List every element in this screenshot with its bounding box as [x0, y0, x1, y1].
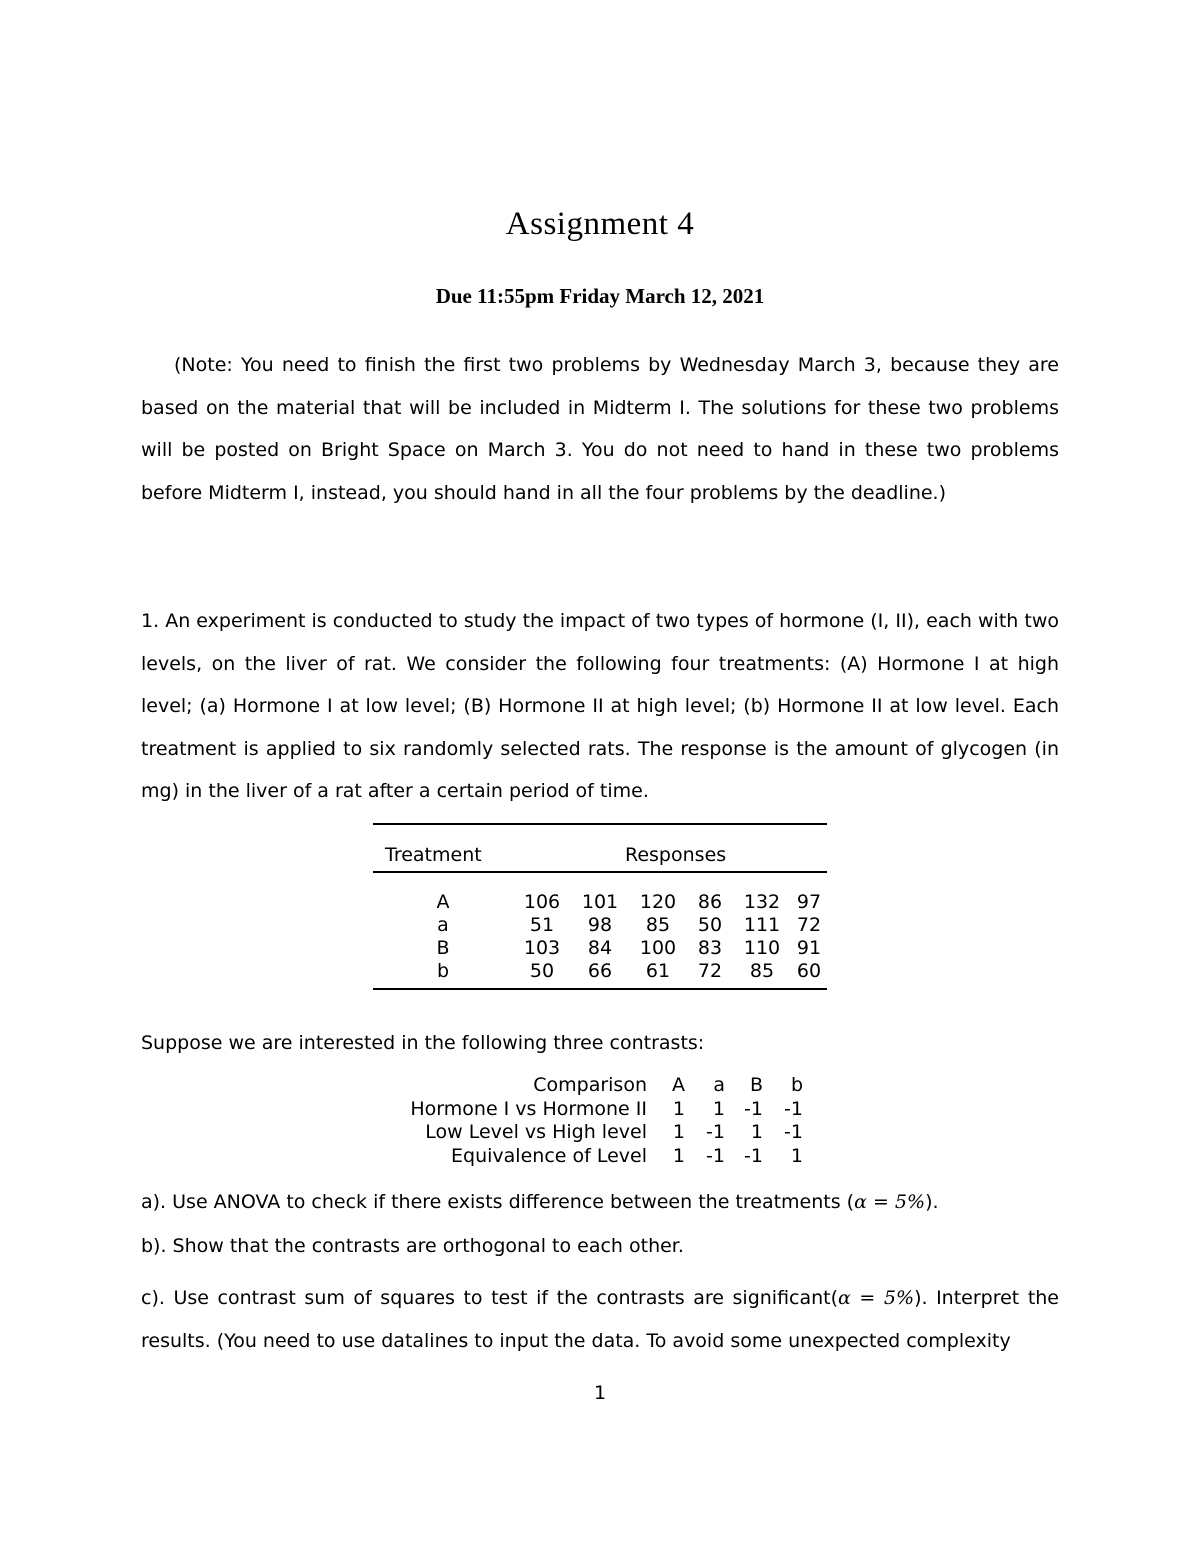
response-cell: 98	[587, 914, 613, 936]
question-c-rest: ). Interpret the results. (You need to use datalines to input the data. To avoid some unexpected complexity	[141, 1287, 1059, 1352]
table-row	[373, 891, 827, 914]
contrast-coef: 1	[672, 1121, 685, 1143]
table-row	[373, 960, 827, 983]
treatment-cell: b	[436, 960, 450, 982]
question-a	[141, 1191, 1059, 1213]
response-cell: 86	[697, 891, 723, 913]
problem-1-text: 1. An experiment is conducted to study the impact of two types of hormone (I, II), each with two levels, on the liver of rat. We consider the following four treatments: (A) Hormone I at high level; (a) Hormone I at low level; (B) Hormone II at high level; (b) Hormone II at low level. Each treatment is applied to six randomly selected rats. The response is the amount of glycogen (in mg) in the liver of a rat after a certain period of time.	[141, 610, 1059, 802]
table-row	[373, 937, 827, 960]
question-c-alpha: α = 5%	[838, 1287, 915, 1309]
contrast-header-comparison: Comparison	[533, 1074, 647, 1096]
contrast-coef: 1	[750, 1121, 763, 1143]
response-cell: 85	[645, 914, 671, 936]
table-row	[373, 914, 827, 937]
contrast-header-cell: b	[790, 1074, 803, 1096]
response-cell: 61	[645, 960, 671, 982]
question-b: b). Show that the contrasts are orthogonal to each other.	[141, 1235, 684, 1257]
page-number: 1	[593, 1382, 607, 1404]
response-cell: 85	[749, 960, 775, 982]
contrast-coef: 1	[712, 1097, 725, 1120]
contrast-name: Low Level vs High level	[425, 1121, 647, 1143]
treatment-cell: A	[436, 891, 450, 913]
table-bottom-rule	[373, 988, 827, 990]
response-cell: 106	[523, 891, 561, 913]
question-a-text: a). Use ANOVA to check if there exists difference between the treatments (	[141, 1191, 855, 1213]
response-cell: 83	[697, 937, 723, 959]
contrast-coef: -1	[744, 1097, 763, 1120]
question-c-text: c). Use contrast sum of squares to test if the contrasts are significant(	[141, 1287, 839, 1309]
treatment-cell: a	[437, 914, 449, 936]
contrast-name: Equivalence of Level	[451, 1144, 647, 1167]
question-c	[141, 1277, 1059, 1362]
contrast-row	[383, 1145, 803, 1169]
response-cell: 60	[796, 960, 822, 982]
contrast-row	[383, 1121, 803, 1145]
contrast-header-cell: B	[749, 1074, 763, 1096]
response-cell: 72	[697, 960, 723, 982]
table-top-rule	[373, 823, 827, 825]
response-cell: 110	[743, 937, 781, 959]
question-a-alpha: α = 5%	[854, 1191, 926, 1213]
response-cell: 100	[639, 937, 677, 959]
response-cell: 50	[697, 914, 723, 936]
response-cell: 66	[587, 960, 613, 982]
response-cell: 97	[796, 891, 822, 913]
response-cell: 91	[796, 937, 822, 959]
response-cell: 72	[796, 914, 822, 936]
response-cell: 111	[743, 914, 781, 936]
due-date: Due 11:55pm Friday March 12, 2021	[435, 284, 765, 308]
note-paragraph: (Note: You need to finish the first two problems by Wednesday March 3, because they are based on the material that will be included in Midterm I. The solutions for these two problems will be posted on Bright Space on March 3. You do not need to hand in these two problems before Midterm I, instead, you should hand in all the four problems by the deadline.)	[141, 354, 1059, 504]
contrast-coef: -1	[784, 1121, 803, 1143]
contrast-coef: -1	[744, 1144, 763, 1167]
contrast-header-cell: a	[713, 1074, 725, 1096]
contrast-name: Hormone I vs Hormone II	[410, 1097, 647, 1120]
contrast-header-cell: A	[672, 1074, 685, 1096]
response-cell: 84	[587, 937, 613, 959]
contrast-row	[383, 1098, 803, 1122]
contrasts-intro: Suppose we are interested in the following three contrasts:	[141, 1032, 705, 1054]
contrasts-table	[383, 1074, 803, 1168]
response-cell: 101	[581, 891, 619, 913]
assignment-title: Assignment 4	[505, 206, 695, 242]
contrast-coef: -1	[784, 1097, 803, 1120]
question-a-close: ).	[925, 1191, 939, 1213]
header-responses: Responses	[625, 844, 727, 866]
treatment-cell: B	[436, 937, 450, 959]
response-cell: 51	[529, 914, 555, 936]
header-treatment: Treatment	[385, 844, 482, 866]
table-header-row	[373, 844, 827, 867]
response-cell: 50	[529, 960, 555, 982]
contrast-coef: -1	[706, 1144, 725, 1167]
contrast-coef: 1	[672, 1097, 685, 1120]
contrast-coef: 1	[790, 1144, 803, 1167]
contrast-header-row	[383, 1074, 803, 1098]
contrast-coef: -1	[706, 1121, 725, 1143]
contrast-coef: 1	[672, 1144, 685, 1167]
responses-table	[373, 844, 827, 983]
response-cell: 132	[743, 891, 781, 913]
response-cell: 103	[523, 937, 561, 959]
response-cell: 120	[639, 891, 677, 913]
